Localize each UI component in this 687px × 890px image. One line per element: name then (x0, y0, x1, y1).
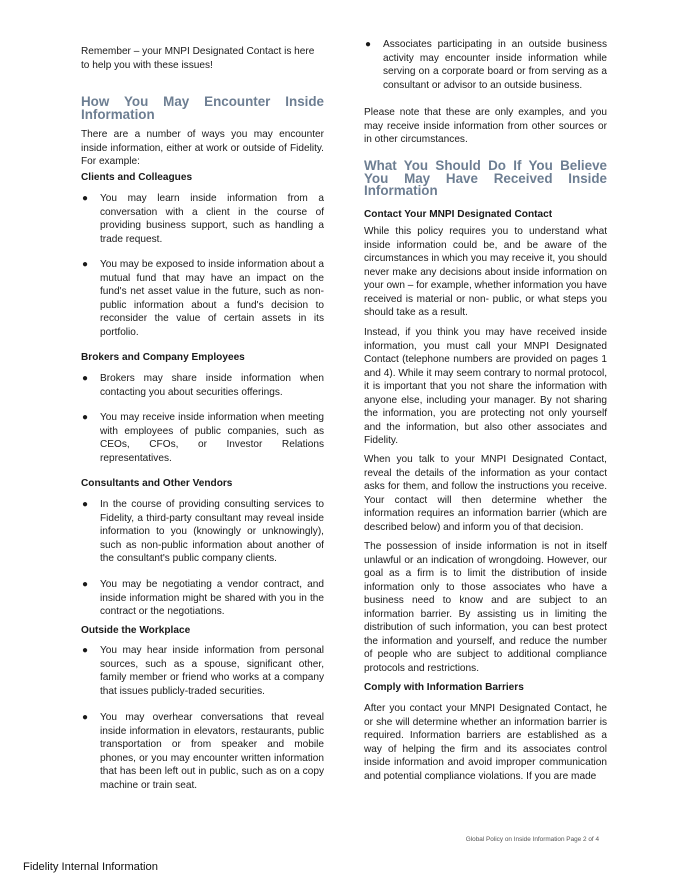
list-item (81, 411, 324, 465)
bullet-icon: ● (82, 499, 89, 510)
contact-paragraph: When you talk to your MNPI Designated Contact, reveal the details of the information as your contact asks for them, and follow the instructions you receive. Your contact will then determine whether the information requires an information barrier (which are described below) and inform you of that decision. (364, 454, 607, 533)
list-item-text: You may be exposed to inside information about a mutual fund that may have an impact on the fund's net asset value in the future, such as non-public information about a fund's decision to reconsider the value of certain assets in its portfolio. (100, 259, 324, 338)
list-item (81, 372, 324, 399)
heading-line: What You Should Do If You Believe (364, 158, 607, 173)
section-heading-encounter (81, 96, 324, 121)
heading-line: Information (81, 106, 155, 122)
ways-paragraph: There are a number of ways you may encounter inside information, either at work or outside of Fidelity. For example: (81, 129, 324, 167)
list-item-text: Associates participating in an outside business activity may encounter inside information while serving on a corporate board or from serving as a consultant or advisor to an outside business. (383, 39, 607, 91)
bullet-icon: ● (365, 39, 372, 50)
section-heading-what-to-do (364, 160, 607, 198)
list-item (364, 38, 607, 92)
list-item-text: You may hear inside information from personal sources, such as a spouse, significant other, family member or friend who works at a company that issues publicly-traded securities. (100, 645, 324, 697)
list-item-text: You may receive inside information when meeting with employees of public companies, such as CEOs, CFOs, or Investor Relations representatives. (100, 412, 324, 464)
list-item (81, 578, 324, 619)
intro-reminder: Remember – your MNPI Designated Contact is here to help you with these issues! (81, 46, 315, 71)
classification-label: Fidelity Internal Information (23, 861, 158, 873)
contact-paragraph: The possession of inside information is not in itself unlawful or an indication of wrongdoing. However, our goal as a firm is to limit the distribution of inside information only to those associates who have a business need to know and are subject to an information barrier. By assisting us in limiting the distribution of such information, you can best protect the information and yourself, and reduce the number of people who are subject to additional compliance protocols and restrictions. (364, 541, 607, 674)
subheading-outside: Outside the Workplace (81, 625, 191, 636)
list-item-text: In the course of providing consulting services to Fidelity, a third-party consultant may reveal inside information to you (knowingly or unknowingly), such as non-public information about another of the consultant's public company clients. (100, 499, 324, 564)
list-item (81, 498, 324, 566)
heading-line: Information (364, 183, 438, 199)
contact-paragraph: Instead, if you think you may have received inside information, you must call your MNPI Designated Contact (telephone numbers are provided on pages 1 and 4). While it may seem contrary to normal protocol, it is important that you not share the information with anyone else, including your manager. By not sharing the information, you are protecting not only yourself and the information, but also other associates and Fidelity. (364, 327, 607, 446)
bullet-icon: ● (82, 193, 89, 204)
bullet-icon: ● (82, 412, 89, 423)
examples-note: Please note that these are only examples, and you may receive inside information from other sources or in other circumstances. (364, 107, 607, 145)
subheading-clients: Clients and Colleagues (81, 172, 193, 183)
list-item (81, 258, 324, 339)
page-footer-reference: Global Policy on Inside Information Page 2 of 4 (465, 836, 599, 843)
list-item-text: You may overhear conversations that reveal inside information in elevators, restaurants, public transportation or from speaker and mobile phones, or you may encounter written information that has been left out in public, such as on a copy machine or train seat. (100, 712, 324, 791)
list-item-text: Brokers may share inside information when contacting you about securities offerings. (100, 373, 324, 398)
bullet-icon: ● (82, 373, 89, 384)
list-item (81, 711, 324, 792)
heading-line: You May Have Received Inside (364, 170, 607, 186)
subheading-contact: Contact Your MNPI Designated Contact (364, 209, 553, 220)
heading-line: How You May Encounter Inside (81, 94, 324, 109)
subheading-barriers: Comply with Information Barriers (364, 682, 524, 693)
bullet-icon: ● (82, 579, 89, 590)
list-item (81, 644, 324, 698)
contact-paragraph: While this policy requires you to understand what inside information could be, and be aware of the circumstances in which you may receive it, you should never make any decisions about inside information on your own – for example, whether information you have received is material or non- public, or what steps you should take as a result. (364, 226, 607, 318)
list-item (81, 192, 324, 246)
bullet-icon: ● (82, 259, 89, 270)
barriers-paragraph: After you contact your MNPI Designated Contact, he or she will determine whether an information barrier is required. Information barriers are established as a way of helping the firm and its associates control inside information and avoid improper communication and potential compliance violations. If you are made (364, 703, 607, 782)
list-item-text: You may be negotiating a vendor contract, and inside information might be shared with you in the contract or the negotiations. (100, 579, 324, 617)
subheading-consultants: Consultants and Other Vendors (81, 478, 233, 489)
bullet-icon: ● (82, 712, 89, 723)
list-item-text: You may learn inside information from a conversation with a client in the course of providing business support, such as handling a trade request. (100, 193, 324, 245)
subheading-brokers: Brokers and Company Employees (81, 352, 245, 363)
bullet-icon: ● (82, 645, 89, 656)
